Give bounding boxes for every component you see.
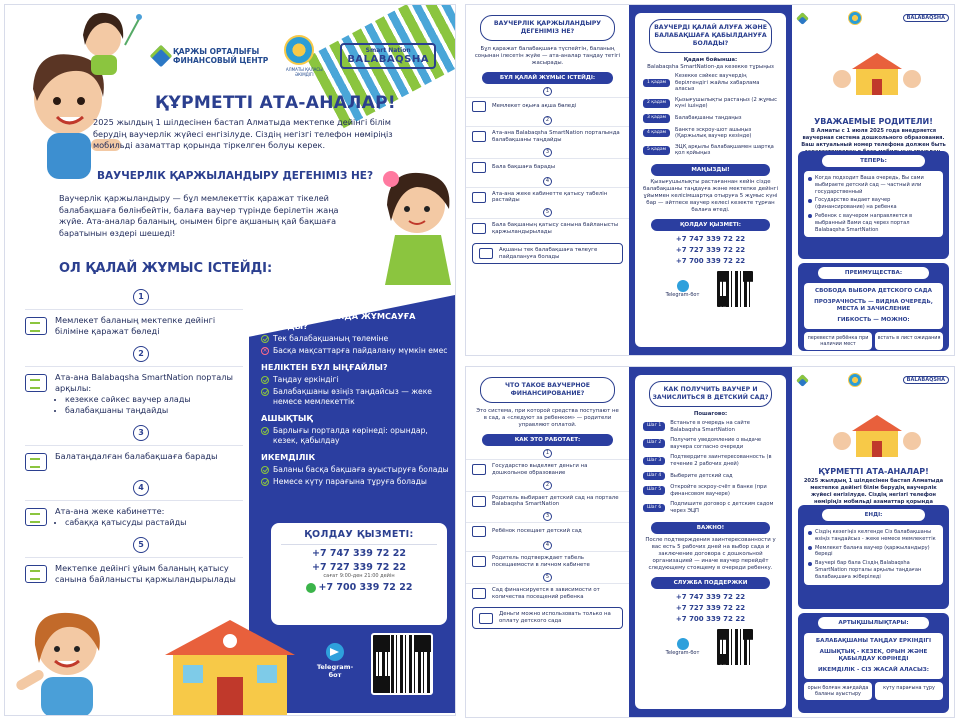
calendar-icon (472, 556, 486, 567)
why-item-text: Таңдау еркіндігі (273, 375, 339, 384)
footnote-text: Деньги можно использовать только на оплату детского сада (499, 611, 611, 625)
step-badge: Шаг 2 (643, 439, 665, 448)
check-icon (261, 388, 269, 396)
badge-step (635, 482, 786, 499)
panel-card (635, 13, 786, 347)
check-icon (261, 376, 269, 384)
flexibility-text: Немесе күту парағына тұруға болады (273, 477, 427, 486)
badge-step (635, 435, 786, 452)
financial-center-logo-icon (796, 374, 809, 387)
panel-text: Бұл қаражат балабақшаға түспейтін, баланың соңынан ілесетін жүйе — ата-аналар таңдау тетігі жасырады. (474, 46, 621, 66)
why-item (261, 375, 451, 385)
step-number: 1 (543, 87, 552, 96)
money-no-text: Басқа мақсаттарға пайдалану мүмкін емес (273, 346, 448, 355)
telegram-caption: Telegram-бот (665, 291, 700, 298)
panel-header: ВАУЧЕРДІ ҚАЛАЙ АЛУҒА ЖӘНЕ БАЛАБАҚШАҒА ҚАБЫЛДАНУҒА БОЛАДЫ? (649, 19, 772, 53)
whatsapp-icon (306, 583, 316, 593)
option-box: орын болған жағдайда баланы ауыстыру (804, 682, 872, 700)
step-item (25, 445, 243, 476)
why-question: НЕЛІКТЕН БҰЛ ЫҢҒАЙЛЫ? (261, 362, 388, 372)
logo-sn-bottom: BALABAQSHA (347, 54, 429, 65)
telegram-bot[interactable] (666, 280, 700, 298)
calendar-icon (25, 508, 47, 526)
advantages-list (804, 283, 943, 329)
advantages-box (798, 613, 949, 713)
step-badge: 2 қадам (643, 99, 670, 108)
why-item (261, 387, 451, 407)
step-text-block (55, 372, 243, 416)
footnote-text: Ақшаны тек балабақшаға төлеуге пайдалануға болады (499, 246, 598, 260)
support-header: СЛУЖБА ПОДДЕРЖКИ (651, 577, 770, 589)
mini-step (466, 491, 629, 512)
now-header: ЕНДІ: (822, 509, 925, 521)
mini-step-text: Мемлекет оқыға ақша бөледі (492, 103, 577, 110)
emblem-caption: АЛМАТЫ ҚАЛАСЫ ӘКІМДІГІ (285, 67, 323, 77)
now-list (804, 525, 943, 585)
panel-logos (792, 5, 955, 25)
mini-step-text: Ата-ана Balabaqsha SmartNation порталында балабақшаны таңдайды (492, 130, 620, 143)
badge-step-text: Получите уведомление о выдаче ваучера согласно очереди (670, 437, 762, 450)
support-phone-1[interactable]: +7 747 339 72 22 (312, 548, 406, 559)
logo-text: BALABAQSHA (906, 15, 945, 21)
panel-intro: В Алматы с 1 июля 2025 года внедряется ваучерная система дошкольного образования. Ваш актуальный номер телефона должен быть (801, 128, 946, 148)
kindergarten-icon (472, 162, 486, 173)
support-hours: сағат 9:00-ден 21:00 дейін (323, 573, 395, 579)
step-number: 5 (133, 537, 149, 553)
kid-illustration-girl-top (63, 5, 143, 75)
support-whatsapp-row[interactable] (271, 582, 447, 593)
badge-step-text: Откройте эскроу-счёт в банке (при финансовом ваучере) (670, 484, 767, 497)
transparency-text: Барлығы порталда көрінеді: орындар, кезек, қабылдау (273, 426, 428, 445)
options-row (804, 332, 943, 350)
step-item (25, 557, 243, 590)
mini-step-text: Бала бақшаға барады (492, 163, 556, 170)
step-item (25, 500, 243, 533)
now-header: ТЕПЕРЬ: (822, 155, 925, 167)
badge-step-text: Балабақшаны таңдаңыз (675, 114, 742, 121)
options-row (804, 682, 943, 700)
step-badge: Шаг 1 (643, 422, 665, 431)
wallet-icon (479, 613, 493, 624)
kid-illustration-bottom (15, 605, 125, 715)
wallet-icon (479, 248, 493, 259)
support-header: ҚОЛДАУ ҚЫЗМЕТІ: (651, 219, 770, 231)
kindergarten-illustration (832, 411, 922, 461)
support-phone-1[interactable]: +7 747 339 72 22 (675, 234, 746, 243)
step-badge: 5 қадам (643, 146, 670, 155)
brochure-panel-3 (792, 367, 955, 717)
step-number: 3 (543, 148, 552, 157)
step-bullet: • балабақшаны таңдайды (65, 405, 243, 416)
panel-sub: Қадам бойынша: (683, 57, 738, 63)
location-icon (472, 131, 486, 142)
panel-sub: Пошагово: (693, 411, 728, 417)
emblem-icon (284, 35, 314, 65)
logo-akimat (284, 35, 324, 77)
how-it-works-title: ОЛ ҚАЛАЙ ЖҰМЫС ІСТЕЙДІ: (59, 261, 273, 276)
step-number: 3 (133, 425, 149, 441)
mini-step-text: Государство выделяет деньги на дошкольное образование (492, 463, 588, 476)
panel-header: ЧТО ТАКОЕ ВАУЧЕРНОЕ ФИНАНСИРОВАНИЕ? (480, 377, 615, 403)
kindergarten-icon (472, 526, 486, 537)
poster-kazakh (4, 4, 456, 716)
advantage-item: СВОБОДА ВЫБОРА ДЕТСКОГО САДА (815, 288, 932, 294)
badge-step-text: ЭЦҚ арқылы балабақшамен шартқа қол қойыңыз (675, 143, 774, 157)
logo-balabaqsha (903, 376, 949, 384)
panel-footnote (472, 607, 623, 629)
telegram-icon (326, 643, 344, 661)
kindergarten-icon (25, 453, 47, 471)
flexibility-item (261, 465, 451, 475)
brochure-panel-2 (629, 5, 792, 355)
now-item: Государство выдает ваучер (финансирование) на ребенка (808, 196, 939, 212)
step-bullets (65, 517, 186, 528)
important-text: После подтверждения заинтересованности у вас есть 5 рабочих дней на выбор сада и заключение договора с дошкольной организацией — иначе ваучер перейдёт следующему стоящему в очереди ребенку. (645, 536, 776, 571)
telegram-caption: Telegram-бот (665, 649, 700, 656)
check-icon (261, 427, 269, 435)
panel-subheader: КАК ЭТО РАБОТАЕТ: (482, 434, 613, 446)
now-item: Ваучері бар бала Сіздің Balabaqsha SmartNation порталы арқылы таңдаған балабақшаға жіберіледі (808, 559, 939, 581)
step-badge: Шаг 4 (643, 472, 665, 481)
mini-step (466, 459, 629, 480)
flexibility-text: Баланы басқа бақшаға ауыстыруға болады (273, 465, 449, 474)
now-box (798, 151, 949, 259)
money-icon (472, 588, 486, 599)
mini-step (466, 126, 629, 147)
badge-step-text: Кезекке сәйкес ваучердің берілгендігі жайлы хабарлама аласыз (675, 73, 760, 93)
support-phone-2[interactable]: +7 727 339 72 22 (312, 562, 406, 573)
mini-step (466, 218, 629, 239)
step-badge: 4 қадам (643, 129, 670, 138)
brochure-panel-1 (466, 5, 629, 355)
logo-balabaqsha (340, 43, 436, 69)
voucher-definition: Ваучерлік қаржыландыру — бұл мемлекеттік қаражат тікелей балабақшаға бөлінбейтін, балаға ваучер түрінде берілетін жаңа жүйе. Ата-аналар баланың, онымен бірге ақшаның қай бақшаға баратынын өздері шешеді! (59, 193, 339, 238)
support-title: ҚОЛДАУ ҚЫЗМЕТІ: (281, 529, 437, 545)
mini-step-text: Родитель выбирает детский сад на портале Balabaqsha SmartNation (492, 494, 619, 508)
bank-icon (25, 317, 47, 335)
support-phone-3[interactable]: +7 700 339 72 22 (675, 614, 746, 623)
panel-title: ҚҰРМЕТТІ АТА-АНАЛАР! (818, 467, 929, 476)
flexibility-heading: ИКЕМДІЛІК (261, 452, 316, 462)
step-item (25, 309, 243, 342)
support-card (271, 523, 447, 625)
qr-code[interactable] (371, 633, 433, 695)
mini-step-text: Родитель подтверждает табель посещаемости в личном кабинете (492, 555, 590, 568)
mini-step-text: Ребёнок посещает детский сад (492, 528, 582, 535)
step-number: 5 (543, 573, 552, 582)
kid-illustration-girl (375, 165, 456, 305)
advantages-box (798, 263, 949, 351)
page-title: ҚҰРМЕТТІ АТА-АНАЛАР! (155, 93, 396, 113)
advantage-item: БАЛАБАҚШАНЫ ТАҢДАУ ЕРКІНДІГІ (815, 638, 932, 644)
mini-step (466, 583, 629, 604)
badge-step-text: Подпишите договор с детским садом через ЭЦП (670, 501, 774, 514)
step-number: 3 (543, 512, 552, 521)
mini-step (466, 522, 629, 540)
brochure-panel-3 (792, 5, 955, 355)
transparency-heading: АШЫҚТЫҚ (261, 413, 313, 423)
qr-code[interactable] (715, 269, 755, 309)
now-item: Мемлекет балаға ваучер (қаржыландыру) береді (808, 544, 939, 560)
badge-step (635, 499, 786, 516)
advantage-item: ИКЕМДІЛІК - СІЗ ЖАСАЙ АЛАСЫЗ: (818, 667, 929, 673)
step-bullets (65, 394, 243, 416)
info-panel-content (261, 305, 451, 489)
telegram-bot[interactable] (315, 643, 355, 679)
advantages-header: ПРЕИМУЩЕСТВА: (818, 267, 929, 279)
support-phone-2[interactable]: +7 727 339 72 22 (675, 603, 746, 612)
step-number: 4 (543, 541, 552, 550)
panel-card (635, 375, 786, 709)
check-icon (261, 478, 269, 486)
now-item: Когда подходит Ваша очередь, Вы сами выбираете детский сад — частный или государственный (808, 174, 939, 196)
check-icon (261, 466, 269, 474)
money-yes-text: Тек балабақшаның төлеміне (273, 334, 389, 343)
mini-steps (466, 87, 629, 239)
money-icon (25, 565, 47, 583)
now-item: Ребенок с ваучером направляется в выбранный Вами сад через портал Balabaqsha SmartNation (808, 212, 939, 234)
badge-step (635, 71, 786, 95)
location-icon (472, 496, 486, 507)
step-bullet: • кезекке сәйкес ваучер алады (65, 394, 243, 405)
step-badge: 3 қадам (643, 114, 670, 123)
bank-icon (472, 464, 486, 475)
flexibility-item (261, 477, 451, 487)
panel-logos (792, 367, 955, 387)
step-number: 1 (133, 289, 149, 305)
mini-step (466, 158, 629, 176)
badge-step (635, 418, 786, 435)
step-number: 5 (543, 208, 552, 217)
step-text: Ата-ана Balabaqsha SmartNation порталы арқылы: (55, 372, 233, 393)
panel-intro: 2025 жылдың 1 шілдесінен бастап Алматыда мектепке дейінгі білім берудің ваучерлік жүйесі енгізілуде. Сіздің негізгі телефон нөміріңіз мобильді азаматтар қорында (803, 478, 944, 505)
badge-step (635, 112, 786, 125)
logo-kfc-ru: ФИНАНСОВЫЙ ЦЕНТР (173, 56, 269, 65)
important-text: Қызығушылықты растағаннан кейін сізде балабақшаны таңдауға және мектепке дейінгі ұйыммен келісімшартқа отыруға 5 жұмыс күні бар — әйтпесе ваучер келесі кезекте тұрған балаға өтеді. (643, 178, 778, 213)
panel-footnote (472, 243, 623, 265)
badge-step (635, 125, 786, 142)
mini-step (466, 97, 629, 115)
step-badge: Шаг 3 (643, 457, 665, 466)
intro-text: 2025 жылдың 1 шілдесінен бастап Алматыда мектепке дейінгі білім берудің ваучерлік жүйесі енгізілуде. Сіздің негізгі телефон нөміріңіз мобильді азаматтар қорында тіркелген болуы керек. (93, 117, 393, 150)
step-text: Мектепке дейінгі ұйым баланың қатысу санына байланысты қаржыландырылады (55, 563, 236, 584)
badge-step (635, 452, 786, 469)
brochure-panel-2 (629, 367, 792, 717)
badge-step-text: Встаньте в очередь на сайте Balabaqsha SmartNation (670, 420, 750, 433)
why-item-text: Балабақшаны өзіңіз таңдайсыз — жеке немесе мемлекеттік (273, 387, 432, 406)
now-list (804, 171, 943, 237)
calendar-icon (472, 192, 486, 203)
advantage-item: ГИБКОСТЬ — МОЖНО: (837, 317, 910, 323)
step-number: 2 (543, 116, 552, 125)
step-text: Балатаңдалған балабақшаға барады (55, 451, 218, 461)
money-no (261, 346, 451, 356)
badge-step-text: Қызығушылықты растаңыз (2 жұмыс күні ішінде) (675, 96, 777, 110)
now-box (798, 505, 949, 609)
badge-step (635, 470, 786, 483)
step-number: 1 (543, 449, 552, 458)
telegram-caption: Telegram-бот (316, 663, 354, 679)
contact-row (635, 269, 786, 309)
badge-step-text: Подтвердите заинтересованность (в течение 2 рабочих дней) (670, 454, 772, 467)
panel-subheader: БҰЛ ҚАЛАЙ ЖҰМЫС ІСТЕЙДІ: (482, 72, 613, 84)
panel-title: УВАЖАЕМЫЕ РОДИТЕЛИ! (814, 117, 933, 126)
steps-list (25, 285, 243, 590)
mini-step (466, 551, 629, 572)
brochure-panel-1 (466, 367, 629, 717)
qr-code[interactable] (715, 627, 755, 667)
option-box: перевести ребёнка при наличии мест (804, 332, 872, 350)
panel-intro: Balabaqsha SmartNation-да кезекке тұрыңыз (647, 64, 774, 70)
step-number: 4 (133, 480, 149, 496)
option-box: встать в лист ожидания (875, 332, 943, 350)
logo-financial-center (153, 47, 268, 65)
emblem-icon (848, 11, 862, 25)
step-item (25, 366, 243, 421)
mini-step-text: Ата-ана жеке кабинетте қатысу табелін растайды (492, 190, 608, 204)
logo-row (153, 35, 436, 77)
step-number: 4 (543, 177, 552, 186)
important-header: ВАЖНО! (651, 522, 770, 534)
logo-sn-top: Smart Nation (365, 47, 411, 54)
badge-step-text: Банкте эскроу-шот ашыңыз (Қаржылық ваучер кезінде) (675, 126, 752, 140)
advantage-item: ПРОЗРАЧНОСТЬ — ВИДНА ОЧЕРЕДЬ, МЕСТА И ЗАЧИСЛЕНИЕ (814, 299, 933, 312)
emblem-icon (848, 373, 862, 387)
mini-step (466, 187, 629, 208)
support-phone-3[interactable]: +7 700 339 72 22 (318, 582, 413, 593)
brochure-russian (465, 366, 955, 718)
badge-step (635, 95, 786, 112)
logo-kfc-kz: ҚАРЖЫ ОРТАЛЫҒЫ (173, 47, 260, 56)
option-box: күту парағына тұру (875, 682, 943, 700)
advantage-item: АШЫҚТЫҚ - КЕЗЕК, ОРЫН ЖӘНЕ ҚАБЫЛДАУ КӨРІНЕДІ (819, 649, 928, 662)
telegram-icon (677, 638, 689, 650)
contact-row (635, 627, 786, 667)
telegram-icon (677, 280, 689, 292)
money-question: ҚАРАЖАТТЫ ҚАЙДА ЖҰМСАУҒА БОЛАДЫ? (261, 311, 416, 331)
advantages-header: АРТЫҚШЫЛЫҚТАРЫ: (818, 617, 929, 629)
panel-text: Это система, при которой средства поступают не в сад, а «следуют за ребенком» — родители управляют оплатой. (476, 408, 619, 428)
transparency-item (261, 426, 451, 446)
panel-header: ВАУЧЕРЛІК ҚАРЖЫЛАНДЫРУ ДЕГЕНІМІЗ НЕ? (480, 15, 615, 41)
important-header: МАҢЫЗДЫ! (651, 164, 770, 176)
mini-step-text: Бала бақшаның қатысу санына байланысты қаржыландырылады (492, 222, 619, 235)
step-number: 2 (543, 481, 552, 490)
location-icon (25, 374, 47, 392)
logo-text: BALABAQSHA (906, 377, 945, 383)
section-title-voucher: ВАУЧЕРЛІК ҚАРЖЫЛАНДЫРУ ДЕГЕНІМІЗ НЕ? (97, 170, 374, 182)
logo-balabaqsha (903, 14, 949, 22)
badge-step-text: Выберите детский сад (670, 472, 733, 479)
money-icon (472, 223, 486, 234)
diamond-icon (150, 45, 173, 68)
cross-icon: × (262, 347, 268, 354)
kindergarten-building-illustration (155, 615, 305, 715)
advantages-list (804, 633, 943, 679)
step-badge: Шаг 6 (643, 504, 665, 513)
badge-step (635, 142, 786, 159)
step-badge: Шаг 5 (643, 486, 665, 495)
kindergarten-illustration (832, 49, 922, 99)
panel-header: КАК ПОЛУЧИТЬ ВАУЧЕР И ЗАЧИСЛИТЬСЯ В ДЕТСКИЙ САД? (649, 381, 772, 407)
telegram-bot[interactable] (666, 638, 700, 656)
step-bullet: • сабаққа қатысуды растайды (65, 517, 186, 528)
step-text: Мемлекет баланың мектепке дейінгі біліміне қаражат бөледі (55, 315, 216, 336)
support-phone-2[interactable]: +7 727 339 72 22 (675, 245, 746, 254)
step-number: 2 (133, 346, 149, 362)
step-text: Ата-ана жеке кабинетте: (55, 506, 165, 516)
financial-center-logo-icon (796, 12, 809, 25)
mini-steps (466, 449, 629, 603)
brochure-kazakh (465, 4, 955, 356)
mini-step-text: Сад финансируется в зависимости от количества посещений ребенка (492, 586, 600, 600)
bank-icon (472, 101, 486, 112)
now-item: Сіздің кезегіңіз келгенде Сіз балабақшаны өзіңіз таңдайсыз - жеке немесе мемлекеттік (808, 528, 939, 544)
step-text-block (55, 506, 186, 528)
support-phone-3[interactable]: +7 700 339 72 22 (675, 256, 746, 265)
money-yes (261, 334, 451, 344)
step-badge: 1 қадам (643, 79, 670, 88)
support-phone-1[interactable]: +7 747 339 72 22 (675, 592, 746, 601)
check-icon (261, 335, 269, 343)
